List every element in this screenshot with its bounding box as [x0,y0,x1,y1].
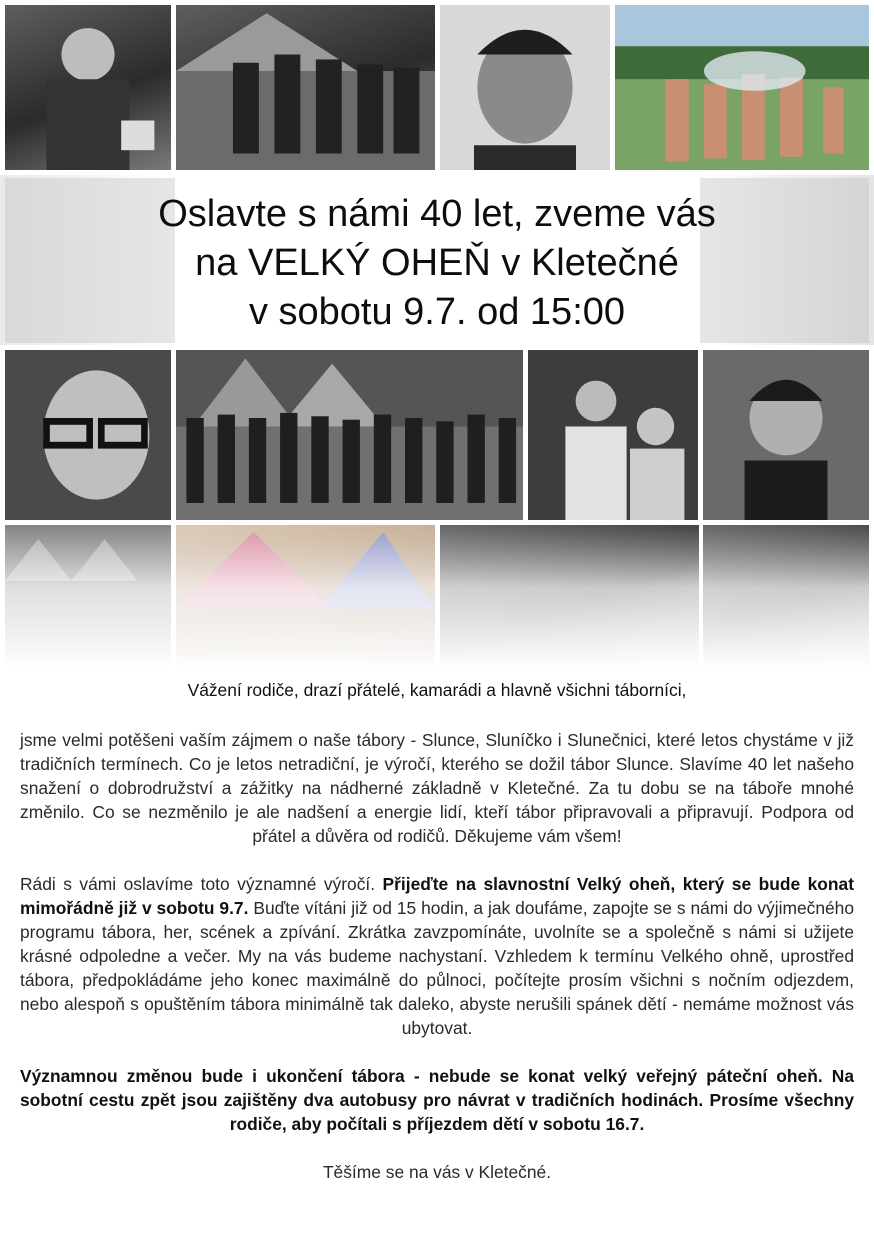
photo-scouts-in-front-of-tent [176,5,435,170]
invitation-letter [20,678,854,1184]
poster-title [0,190,874,337]
greeting: Vážení rodiče, drazí přátelé, kamarádi a hlavně všichni táborníci, [187,680,687,700]
photo-girl-sitting [5,5,171,170]
closing-line: Těšíme se na vás v Kletečné. [322,1162,552,1182]
collage-fade-overlay [0,520,874,670]
paragraph-anniversary: jsme velmi potěšeni vaším zájmem o naše tábory - Slunce, Sluníčko i Slunečnici, které letos chystáme v již tradičních termínech. Co je letos netradiční, je výročí, kterého se dožil tábor Slunce. Slavíme 40 let našeho snažení o dobrodružství a zážitky na nádherné základně v Kletečné. Za tu dobu se na táboře mnohé změnilo. Co se nezměnilo je ale nadšení a energie lidí, kteří tábor připravovali a připravují. Podpora od přátel a důvěra od rodičů. Děkujeme vám všem! [20,730,854,846]
paragraph-big-fire [20,872,854,1040]
title-line-1: Oslavte s námi 40 let, zveme vás [158,193,716,235]
paragraph-camp-ending: Významnou změnou bude i ukončení tábora - nebude se konat velký veřejný páteční oheň. Na sobotní cestu zpět jsou zajištěny dva autobusy pro návrat v tradičních hodinách. Prosíme všechny rodiče, aby počítali s příjezdem dětí v sobotu 16.7. [20,1066,854,1134]
title-line-3: v sobotu 9.7. od 15:00 [248,291,626,333]
photo-smiling-man [440,5,610,170]
photo-boys-in-line-tents [176,350,523,520]
photo-kids-water-splash [615,5,869,170]
photo-two-boys-laughing [528,350,698,520]
title-line-2: na VELKÝ OHEŇ v Kletečné [195,242,679,284]
paragraph-big-fire-intro: Rádi s vámi oslavíme toto významné výročí. [20,874,383,894]
paragraph-big-fire-details: Buďte vítáni již od 15 hodin, a jak doufáme, zapojte se s námi do výjimečného programu tábora, her, scének a zpívání. Zkrátka zavzpomínáte, uvolníte se a společně s námi si užijete krásné odpoledne a večer. My na vás budeme nachystaní. Vzhledem k termínu Velkého ohně, uprostřed tábora, předpokládáme jeho konec maximálně do půlnoci, počítejte prosím všichni s nočním odjezdem, nebo alespoň s opuštěním tábora minimálně tak daleko, abyste nerušili spánek dětí - nemáme možnost vás ubytovat. [20,898,855,1038]
photo-boy-with-glasses [5,350,171,520]
photo-boy-portrait [703,350,869,520]
paragraph-big-fire-highlight: Přijeďte na slavnostní Velký oheň, který se bude konat mimořádně již v sobotu 9.7. [20,874,854,918]
